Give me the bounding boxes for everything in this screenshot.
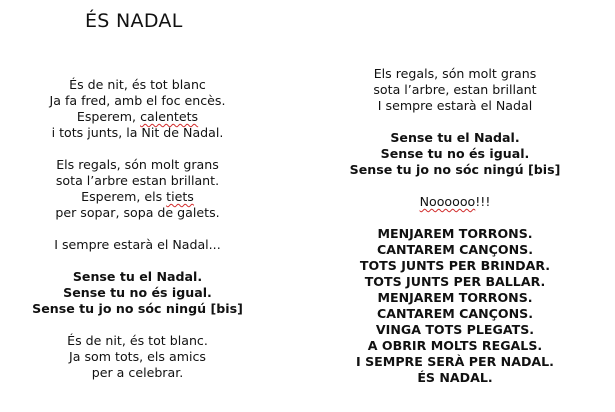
finale-line: TOTS JUNTS PER BRINDAR.: [359, 258, 551, 273]
page-title: ÉS NADAL: [85, 10, 183, 32]
spellcheck-word: Noooooo: [419, 194, 476, 209]
spellcheck-word: tiets: [166, 189, 194, 204]
lyric-line: [10, 189, 265, 205]
chorus-line: Sense tu jo no sóc ningú [bis]: [32, 301, 243, 316]
stanza-gap: [330, 178, 580, 194]
stanza-gap: [10, 317, 265, 333]
lyric-line: i tots junts, la Nit de Nadal.: [51, 125, 224, 140]
stanza-gap: [330, 210, 580, 226]
finale-line: A OBRIR MOLTS REGALS.: [367, 338, 543, 353]
finale-line: MENJAREM TORRONS.: [377, 226, 533, 241]
lyric-line: Ja fa fred, amb el foc encès.: [49, 93, 226, 108]
finale-line: MENJAREM TORRONS.: [377, 290, 533, 305]
left-column: [10, 77, 265, 381]
finale-line: TOTS JUNTS PER BALLAR.: [364, 274, 546, 289]
lyric-line: per sopar, sopa de galets.: [55, 205, 220, 220]
lyric-line: [10, 109, 265, 125]
stanza-gap: [10, 253, 265, 269]
finale-line: CANTAREM CANÇONS.: [377, 306, 533, 321]
stanza-gap: [330, 114, 580, 130]
lyric-line: Ja som tots, els amics: [69, 349, 206, 364]
lyric-line: Els regals, són molt grans: [56, 157, 219, 172]
spellcheck-word: calentets: [140, 109, 199, 124]
lyric-line: sota l’arbre estan brillant.: [55, 173, 220, 188]
chorus-line: Sense tu jo no sóc ningú [bis]: [349, 162, 561, 177]
lyric-line: sota l’arbre, estan brillant: [373, 82, 537, 97]
finale-line: I SEMPRE SERÀ PER NADAL.: [356, 354, 554, 369]
lyric-fragment: Esperem, els: [81, 189, 167, 204]
lyric-fragment: Esperem,: [76, 109, 141, 124]
finale-line: VINGA TOTS PLEGATS.: [375, 322, 535, 337]
lyric-line: I sempre estarà el Nadal...: [54, 237, 221, 252]
lyric-line: I sempre estarà el Nadal: [377, 98, 533, 113]
chorus-line: Sense tu no és igual.: [380, 146, 530, 161]
lyric-line: [330, 194, 580, 210]
finale-line: CANTAREM CANÇONS.: [377, 242, 533, 257]
stanza-gap: [10, 221, 265, 237]
chorus-line: Sense tu el Nadal.: [72, 269, 203, 284]
lyric-line: per a celebrar.: [91, 365, 184, 380]
finale-line: ÉS NADAL.: [417, 370, 493, 385]
stanza-gap: [10, 141, 265, 157]
lyric-line: Els regals, són molt grans: [373, 66, 537, 81]
lyric-line: És de nit, és tot blanc: [69, 77, 206, 92]
lyric-fragment: !!!: [475, 194, 491, 209]
chorus-line: Sense tu el Nadal.: [390, 130, 520, 145]
right-column: [330, 66, 580, 386]
lyric-line: És de nit, és tot blanc.: [67, 333, 208, 348]
chorus-line: Sense tu no és igual.: [63, 285, 212, 300]
